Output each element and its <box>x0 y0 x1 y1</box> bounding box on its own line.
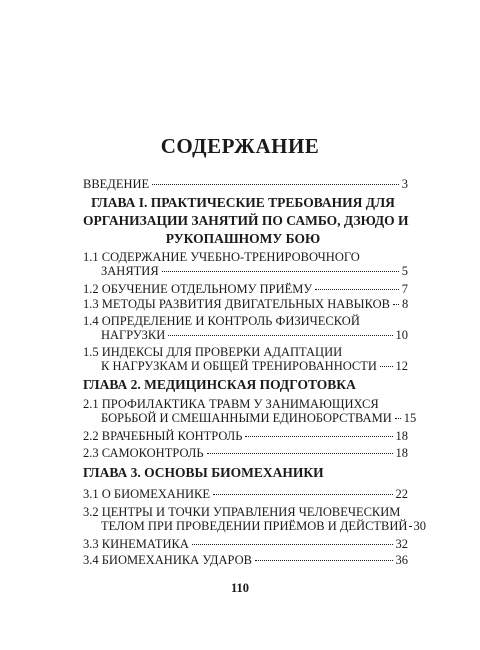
chapter-2-heading: ГЛАВА 2. МЕДИЦИНСКАЯ ПОДГОТОВКА <box>83 377 356 392</box>
toc-entry-2-2 <box>83 429 408 444</box>
toc-entry-page: 7 <box>401 282 408 296</box>
toc-entry-page: 3 <box>401 177 408 191</box>
dot-leader <box>207 453 393 454</box>
chapter-3-heading: ГЛАВА 3. ОСНОВЫ БИОМЕХАНИКИ <box>83 465 324 480</box>
toc-entry-page: 18 <box>395 429 408 443</box>
toc-entry-1-4-cont <box>101 328 408 343</box>
toc-entry-page: 10 <box>395 328 408 342</box>
toc-entry-label: ИНДЕКСЫ ДЛЯ ПРОВЕРКИ АДАПТАЦИИ <box>101 345 343 359</box>
toc-entry-2-1-cont <box>101 411 417 426</box>
dot-leader <box>168 335 392 336</box>
toc-entry-label: О БИОМЕХАНИКЕ <box>101 487 210 501</box>
toc-entry-label-cont: БОРЬБОЙ И СМЕШАННЫМИ ЕДИНОБОРСТВАМИ <box>101 411 392 425</box>
dot-leader <box>380 366 393 367</box>
page-number: 110 <box>230 581 250 595</box>
toc-entry-3-1 <box>83 487 408 502</box>
toc-entry-2-3 <box>83 446 408 461</box>
toc-entry-label: САМОКОНТРОЛЬ <box>101 446 204 460</box>
toc-entry-label: ВВЕДЕНИЕ <box>83 177 150 191</box>
toc-entry-1-5 <box>83 345 342 360</box>
chapter-1-heading <box>83 194 409 248</box>
toc-entry-number: 3.2 <box>83 505 99 519</box>
toc-entry-3-3 <box>83 537 408 552</box>
toc-entry-label: МЕТОДЫ РАЗВИТИЯ ДВИГАТЕЛЬНЫХ НАВЫКОВ <box>101 297 390 311</box>
toc-entry-label: ОБУЧЕНИЕ ОТДЕЛЬНОМУ ПРИЁМУ <box>101 282 313 296</box>
toc-entry-page: 30 <box>413 519 426 533</box>
toc-entry-number: 1.2 <box>83 282 99 296</box>
dot-leader <box>395 418 401 419</box>
toc-entry-label: ВРАЧЕБНЫЙ КОНТРОЛЬ <box>101 429 243 443</box>
toc-entry-label: КИНЕМАТИКА <box>101 537 189 551</box>
toc-entry-number: 1.3 <box>83 297 99 311</box>
toc-entry-page: 15 <box>403 411 417 425</box>
toc-entry-intro <box>83 177 408 192</box>
toc-entry-label: ОПРЕДЕЛЕНИЕ И КОНТРОЛЬ ФИЗИЧЕСКОЙ <box>101 314 360 328</box>
toc-entry-1-3 <box>83 297 408 312</box>
toc-entry-page: 5 <box>401 264 408 278</box>
toc-entry-number: 3.3 <box>83 537 99 551</box>
toc-entry-number: 2.3 <box>83 446 99 460</box>
toc-entry-number: 1.1 <box>83 250 99 264</box>
dot-leader <box>393 304 399 305</box>
toc-entry-1-1 <box>83 250 360 265</box>
dot-leader <box>315 289 399 290</box>
toc-entry-number: 1.5 <box>83 345 99 359</box>
dot-leader <box>213 494 393 495</box>
toc-entry-label-cont: К НАГРУЗКАМ И ОБЩЕЙ ТРЕНИРОВАННОСТИ <box>101 359 377 373</box>
toc-entry-label: БИОМЕХАНИКА УДАРОВ <box>101 553 252 567</box>
chapter-1-heading-line: РУКОПАШНОМУ БОЮ <box>165 231 321 246</box>
toc-entry-number: 3.1 <box>83 487 99 501</box>
toc-entry-3-2-cont <box>101 519 426 534</box>
toc-entry-number: 2.1 <box>83 397 99 411</box>
toc-entry-1-2 <box>83 282 408 297</box>
toc-entry-label-cont: ТЕЛОМ ПРИ ПРОВЕДЕНИИ ПРИЁМОВ И ДЕЙСТВИЙ <box>101 519 408 533</box>
toc-entry-1-5-cont <box>101 359 408 374</box>
toc-entry-label: ПРОФИЛАКТИКА ТРАВМ У ЗАНИМАЮЩИХСЯ <box>101 397 379 411</box>
dot-leader <box>245 436 392 437</box>
toc-entry-number: 2.2 <box>83 429 99 443</box>
toc-entry-page: 18 <box>395 446 408 460</box>
toc-entry-1-4 <box>83 314 360 329</box>
toc-entry-label: ЦЕНТРЫ И ТОЧКИ УПРАВЛЕНИЯ ЧЕЛОВЕЧЕСКИМ <box>101 505 401 519</box>
dot-leader <box>409 526 411 527</box>
toc-entry-label-cont: ЗАНЯТИЯ <box>101 264 159 278</box>
dot-leader <box>162 271 399 272</box>
dot-leader <box>152 184 399 185</box>
page-title: СОДЕРЖАНИЕ <box>160 134 320 158</box>
toc-entry-page: 36 <box>395 553 408 567</box>
dot-leader <box>192 544 393 545</box>
toc-entry-number: 1.4 <box>83 314 99 328</box>
toc-entry-label: СОДЕРЖАНИЕ УЧЕБНО-ТРЕНИРОВОЧНОГО <box>101 250 360 264</box>
toc-entry-1-1-cont <box>101 264 408 279</box>
toc-entry-3-4 <box>83 553 408 568</box>
chapter-1-heading-line: ГЛАВА I. ПРАКТИЧЕСКИЕ ТРЕБОВАНИЯ ДЛЯ <box>91 195 395 210</box>
toc-entry-2-1 <box>83 397 379 412</box>
toc-entry-page: 12 <box>395 359 408 373</box>
toc-entry-label-cont: НАГРУЗКИ <box>101 328 166 342</box>
toc-entry-page: 32 <box>395 537 408 551</box>
toc-entry-page: 8 <box>401 297 409 311</box>
dot-leader <box>255 560 393 561</box>
chapter-1-heading-line: ОРГАНИЗАЦИИ ЗАНЯТИЙ ПО САМБО, ДЗЮДО И <box>83 213 409 228</box>
toc-entry-3-2 <box>83 505 400 520</box>
toc-entry-number: 3.4 <box>83 553 99 567</box>
toc-entry-page: 22 <box>395 487 408 501</box>
